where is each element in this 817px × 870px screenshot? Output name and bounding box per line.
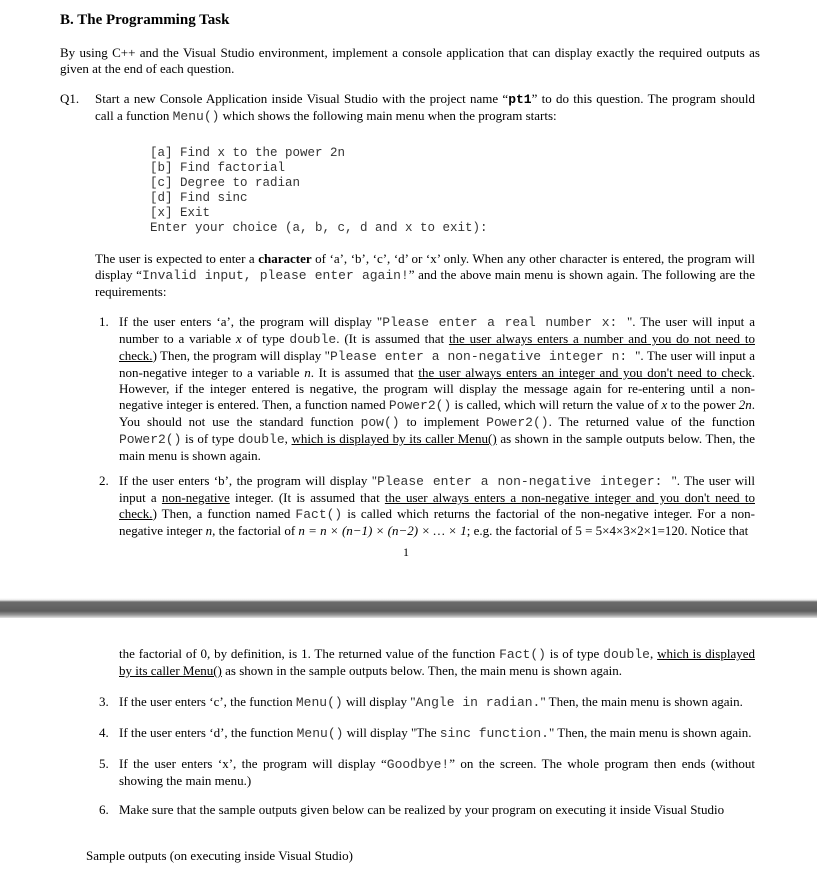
main-menu-listing: [a] Find x to the power 2n [b] Find factorial [c] Degree to radian [d] Find sinc [x] Exit Enter your choice (a, b, c, d and x to exit): bbox=[150, 146, 488, 235]
project-name: pt1 bbox=[508, 92, 532, 107]
intro-paragraph: By using C++ and the Visual Studio environment, implement a console application that can display exactly the required outputs as given at the end of each question. bbox=[60, 45, 760, 76]
requirement-1-text: If the user enters ‘a’, the program will display "Please enter a real number x: ". The user will input a number to a variable x of type double. (It is assumed that the user always enters a number and you do not need to check.) Then, the program will display "Please enter a non-negative integer n: ". The user will input a non-negative integer to a variable n. It is assumed that the user always enters an integer and you don't need to check. However, if the integer entered is negative, the program will display the message again for re-entering until a non-negative integer is entered. Then, a function named Power2() is called, which will return the value of x to the power 2n. You should not use the standard function pow() to implement Power2(). The returned value of the function Power2() is of type double, which is displayed by its caller Menu() as shown in the sample outputs below. Then, the main menu is shown again. bbox=[119, 314, 756, 463]
requirement-2-number: 2. bbox=[99, 473, 109, 488]
menu-function-name: Menu() bbox=[172, 109, 220, 124]
sample-outputs-heading: Sample outputs (on executing inside Visual Studio) bbox=[86, 848, 353, 863]
question-1-text: Start a new Console Application inside Visual Studio with the project name “pt1” to do this question. The program should call a function Menu() which shows the following main menu when the program starts: bbox=[95, 91, 755, 124]
requirement-3-text: If the user enters ‘c’, the function Menu() will display "Angle in radian." Then, the main menu is shown again. bbox=[119, 694, 743, 710]
section-title: B. The Programming Task bbox=[60, 12, 230, 28]
requirement-5-text: If the user enters ‘x’, the program will display “Goodbye!” on the screen. The whole program then ends (without showing the main menu.) bbox=[119, 756, 755, 788]
requirement-6-number: 6. bbox=[99, 802, 109, 817]
page-number: 1 bbox=[403, 545, 409, 559]
requirement-2-text: If the user enters ‘b’, the program will display "Please enter a non-negative integer: ". The user will input a non-negative integer. (It is assumed that the user always enters a non-negative integer and you don't need to check.) Then, a function named Fact() is called which returns the factorial of the non-negative integer. For a non-negative integer n, the factorial of n = n × (n−1) × (n−2) × … × 1; e.g. the factorial of 5 = 5×4×3×2×1=120. Notice that bbox=[119, 473, 756, 538]
input-requirements-paragraph: The user is expected to enter a character of ‘a’, ‘b’, ‘c’, ‘d’ or ‘x’ only. When any other character is entered, the program will display “Invalid input, please enter again!” and the above main menu is shown again. The following are the requirements: bbox=[95, 251, 755, 299]
requirement-6-text: Make sure that the sample outputs given below can be realized by your program on executing it inside Visual Studio bbox=[119, 802, 725, 817]
invalid-input-message: Invalid input, please enter again! bbox=[141, 268, 409, 283]
requirement-2-continued: the factorial of 0, by definition, is 1. The returned value of the function Fact() is of type double, which is displayed by its caller Menu() as shown in the sample outputs below. Then, the main menu is shown again. bbox=[119, 646, 755, 678]
requirement-5-number: 5. bbox=[99, 756, 109, 771]
requirement-1-number: 1. bbox=[99, 314, 109, 329]
requirement-4-number: 4. bbox=[99, 725, 109, 740]
document-page-2 bbox=[0, 618, 817, 870]
page-separator bbox=[0, 598, 817, 618]
question-number: Q1. bbox=[60, 91, 80, 106]
requirement-4-text: If the user enters ‘d’, the function Menu() will display "The sinc function." Then, the main menu is shown again. bbox=[119, 725, 752, 741]
requirement-3-number: 3. bbox=[99, 694, 109, 709]
